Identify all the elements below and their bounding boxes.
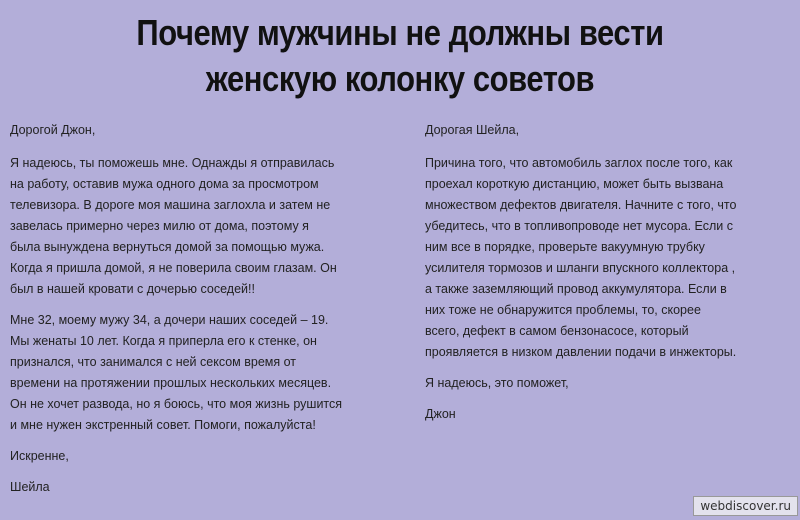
- page-title: [56, 10, 744, 102]
- reply-line: Причина того, что автомобиль заглох после того, как: [425, 156, 733, 170]
- letter-line: Мы женаты 10 лет. Когда я приперла его к стенке, он: [10, 334, 317, 348]
- reply-closing: Я надеюсь, это поможет,: [425, 376, 569, 390]
- reply-signature: Джон: [425, 407, 456, 421]
- reply-line: всего, дефект в самом бензонасосе, который: [425, 324, 689, 338]
- letter-line: завелась примерно через милю от дома, поэтому я: [10, 219, 309, 233]
- reply-line: усилителя тормозов и шланги впускного коллектора ,: [425, 261, 736, 275]
- reply-line: убедитесь, что в топливопроводе нет мусора. Если с: [425, 219, 733, 233]
- letter-line: на работу, оставив мужа одного дома за просмотром: [10, 177, 319, 191]
- letter-line: признался, что занимался с ней сексом время от: [10, 355, 297, 369]
- reply-line: ним все в порядке, проверьте вакуумную трубку: [425, 240, 705, 254]
- reply-greeting: Дорогая Шейла,: [425, 123, 520, 137]
- letter-line: была вынуждена вернуться домой за помощью мужа.: [10, 240, 325, 254]
- letter-signature: Шейла: [10, 480, 50, 494]
- letter-line: Он не хочет развода, но я боюсь, что моя жизнь рушится: [10, 397, 343, 411]
- reply-column: [425, 120, 795, 425]
- letter-greeting: Дорогой Джон,: [10, 123, 96, 137]
- letter-line: Я надеюсь, ты поможешь мне. Однажды я отправилась: [10, 156, 335, 170]
- letter-column: [10, 120, 395, 498]
- letter-line: Когда я пришла домой, я не поверила своим глазам. Он: [10, 261, 337, 275]
- title-line-1: Почему мужчины не должны вести: [136, 12, 664, 53]
- title-line-2: женскую колонку советов: [205, 58, 595, 99]
- reply-line: множеством дефектов двигателя. Начните с того, что: [425, 198, 737, 212]
- reply-line: проявляется в низком давлении подачи в инжекторы.: [425, 345, 737, 359]
- letter-line: и мне нужен экстренный совет. Помоги, пожалуйста!: [10, 418, 316, 432]
- reply-line: них тоже не обнаружится проблемы, то, скорее: [425, 303, 701, 317]
- letter-line: времени на протяжении прошлых нескольких месяцев.: [10, 376, 332, 390]
- letter-closing: Искренне,: [10, 449, 69, 463]
- letter-line: Мне 32, моему мужу 34, а дочери наших соседей – 19.: [10, 313, 329, 327]
- watermark: webdiscover.ru: [693, 496, 798, 516]
- reply-line: проехал короткую дистанцию, может быть вызвана: [425, 177, 724, 191]
- reply-line: а также заземляющий провод аккумулятора. Если в: [425, 282, 727, 296]
- letter-line: телевизора. В дороге моя машина заглохла и затем не: [10, 198, 331, 212]
- letter-line: был в нашей кровати с дочерью соседей!!: [10, 282, 255, 296]
